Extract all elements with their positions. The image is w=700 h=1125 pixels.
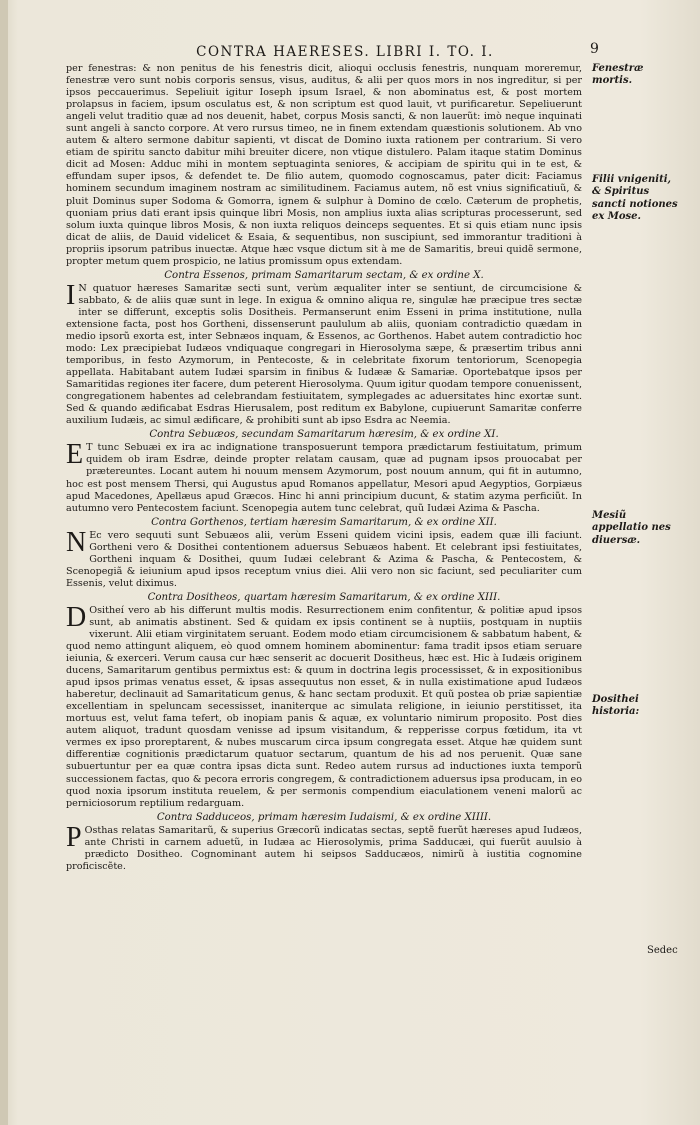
paragraph-text: T tunc Sebuæi ex ira ac indignatione transposuerunt tempora prædictarum festiuitatum, primum quidem ob iram Esdræ, deinde propter relatam causam, quæ ad pugnam ipsos prouocabat per prætereuntes. Locant autem hi nouum mensem Azymorum, post nouum annum, qui fit in autumno, hoc est post mensem Thersi, qui Augustus apud Romanos appellatur, Mesori apud Aegyptios, Gorpiæus apud Macedones, Apellæus apud Græcos. Hinc hi anni principium ducunt, & statim azyma perficiũt. In autumno vero Pentecostem faciunt. Scenopegia autem tunc celebrat, quũ Iudæi Azima & Pascha. xyxy=(66,442,582,514)
paragraph-text: Ositheí vero ab his differunt multis modis. Resurrectionem enim confitentur, & politiæ apud ipsos sunt, ab animatis abstinent. Sed & quidam ex ipsis continent se à nuptiis, postquam in nuptiis vixerunt. Alii etiam virginitatem seruant. Eodem modo etiam circumcisionem & sabbatum habent, & quod nemo attingunt aliquem, eò quod omnem hominem abominentur: fama tradit ipsos etiam seruare ieiunia, & exerceri. Verum causa cur hæc senserit ac docuerit Dositheus, hæc est. Hic à Iudæis originem ducens, Samaritarum gentibus permixtus est: & quum in doctrina legis processisset, & in expositionibus apud ipsos primas venatus esset, & ipsas assequutus non esset, & in nulla existimatione apud Iudæos haberetur, declinauit ad Samaritaticum genus, & hanc sectam produxit. Et quũ postea ob priæ sapientiæ excellentiam in speluncam secessisset, inaniterque ac simulata religione, in ieiunio perstitisset, ita mortuus est, velut fama tefert, ob inopiam panis & aquæ, ex voluntario nimirum proposito. Post dies autem aliquot, tradunt quosdam venisse ad ipsum visitandum, & repperisse corpus fœtidum, ita vt vermes ex ipso proreptarent, & nubes muscarum circa ipsum congregata esset. Atque hæ quidem sunt differentiæ cognitionis prædictarum quatuor sectarum, quantum de his ad nos peruenit. Quæ sane subuertuntur per ea quæ contra ipsas dicta sunt. Redeo autem rursus ad inductiones iuxta temporũ successionem factas, quo & pecora erroris congregem, & contradictionem aduersus ipsa producam, in eo quod noxia ipsorum instituta reuelem, & per sermonis compendium eiaculationem veneni malorũ ac perniciosorum reptilium redarguam. xyxy=(66,604,582,809)
paragraph-samaritans-conclusion: per fenestras: & non penitus de his fenestris dicit, alioqui occlusis fenestris, nunquam moreremur, fenestræ vero sunt nobis corporis sensus, visus, auditus, & alii per quos mors in nos ingreditur, si per ipsos peccauerimus. Sepeliuit igitur Ioseph ipsum Israel, & non abominatus est, & post mortem prolapsus in faciem, ipsum osculatus est, & non scriptum est quod lauit, vt purificaretur. Sepeliuerunt angeli velut traditio quæ ad nos deuenit, habet, corpus Mosis sancti, & non lauerũt: imò neque inquinati sunt angeli à sancto corpore. At vero rursus timeo, ne in finem extendam quæstionis solutionem. Ab vno autem & altero sermone dabitur sapienti, vt discat de Domino iuxta rationem per contrarium. Si vero etiam de spiritu sancto dabitur mihi breuiter dicere, non vtique distulero. Palam itaque statim Dominus dicit ad Mosen: Adduc mihi in montem septuaginta seniores, & accipiam de spiritu qui in te est, & effundam super ipsos, & defendet te. De filio autem, quomodo cognoscamus, pater dicit: Faciamus hominem secundum imaginem nostram ac similitudinem. Faciamus autem, nõ est vnius significatiuũ, & pluit Dominus super Sodoma & Gomorra, ignem & sulphur à Domino de cœlo. Cæterum de prophetis, quoniam prius dati erant ipsis quinque libri Mosis, non amplius iuxta alias scripturas processerunt, sed solum iuxta quinque libros Mosis, & non iuxta reliquos deinceps sequentes. Et si quis etiam nunc ipsis dicat de aliis, de Dauid videlicet & Esaia, & sequentibus, non suscipiunt, sed immorantur traditioni à propriis ipsorum patribus inuectæ. Atque hæc vsque dictum sit à me de Samaritis, breui quidẽ sermone, propter metum quem prospicio, ne latius promissum opus extendam. xyxy=(66,63,582,267)
marginal-note-mensium: Mesiũ appellatio nes diuersæ. xyxy=(592,510,671,546)
section-heading-sebuaei: Contra Sebuæos, secundam Samaritarum hæresim, & ex ordine XI. xyxy=(149,429,499,441)
marginal-note-filii: Filii vnigeniti, & Spiritus sancti notiones ex Mose. xyxy=(592,174,678,222)
main-text-column xyxy=(66,63,582,873)
paragraph-gortheni xyxy=(66,526,582,590)
drop-cap: N xyxy=(66,526,87,558)
paragraph-text: Ec vero sequuti sunt Sebuæos alii, verùm Esseni quidem vicini ipsis, eadem quæ illi faciunt. Gortheni vero & Dosithei contentionem aduersus Sebuæos habent. Et celebrant ipsi festiuitates, Gortheni inquam & Dosithei, quum Iudæi celebrant & Azima & Pascha, & Pentecostem, & Scenopegiã & ieiunium apud ipsos receptum vnius diei. Alii vero non sic faciunt, sed peculiariter cum Essenis, velut diximus. xyxy=(66,529,582,589)
drop-cap: I xyxy=(66,279,76,311)
drop-cap: P xyxy=(66,821,82,853)
paragraph-dosithei xyxy=(66,601,582,810)
paragraph-text: Osthas relatas Samaritarũ, & superius Græcorũ indicatas sectas, septẽ fuerũt hæreses apud Iudæos, ante Christi in carnem aduetũ, in Iudæa ac Hierosolymis, prima Sadducæi, qui fuerũt auulsio à prædicto Dositheo. Cognominant autem hi seipsos Sadducæos, nimirũ à iustitia cognomine proficiscẽte. xyxy=(66,824,582,872)
running-header: CONTRA HAERESES. LIBRI I. TO. I. xyxy=(196,44,494,60)
marginal-note-fenestrae: Fenestræ mortis. xyxy=(592,63,644,87)
section-heading-gortheni: Contra Gorthenos, tertiam hæresim Samaritarum, & ex ordine XII. xyxy=(151,516,497,528)
catchword: Sedec xyxy=(647,945,678,956)
marginal-note-dosithei: Dosithei historia: xyxy=(592,694,640,718)
drop-cap: D xyxy=(66,601,87,633)
section-heading-sadducees: Contra Sadduceos, primam hæresim Iudaismi, & ex ordine XIIII. xyxy=(156,811,492,823)
section-heading-dosithei: Contra Dositheos, quartam hæresim Samaritarum, & ex ordine XIII. xyxy=(147,591,501,603)
paragraph-essenes xyxy=(66,279,582,428)
paragraph-sebuaei xyxy=(66,439,582,514)
section-heading-essenes: Contra Essenos, primam Samaritarum sectam, & ex ordine X. xyxy=(164,269,484,281)
drop-cap: E xyxy=(66,439,84,471)
page-number: 9 xyxy=(590,41,599,57)
paragraph-text: N quatuor hæreses Samaritæ secti sunt, verùm æqualiter inter se sentiunt, de circumcisione & sabbato, & de aliis quæ sunt in lege. In exigua & omnino aliqua re, singulæ hæ præcipue tres sectæ inter se differunt, exceptis solis Dositheis. Permanserunt enim Esseni in prima institutione, nulla extensione facta, post hos Gortheni, dissenserunt paululum ab aliis, quoniam contradictio quædam in medio ipsorũ exorta est, inter Sebnæos inquam, & Essenos, ac Gorthenos. Habet autem contradictio hoc modo: Lex præcipiebat Iudæos vndiquaque congregari in Hierosolyma sæpe, & præsertim tribus anni temporibus, in festo Azymorum, in Pentecoste, & in celebritate fixorum tentoriorum, Scenopegia appellata. Habitabant autem Iudæi sparsim in finibus & Iudææ & Samariæ. Oportebatque ipsos per Samaritidas regiones iter facere, dum peterent Hierosolyma. Quum igitur quodam tempore conuenissent, congregationem habentes ad celebrandam festiuitatem, symplegades ac aduersitates hinc exortæ sunt. Sed & quando ædificabat Esdras Hierusalem, post reditum ex Babylone, cupiuerunt Samaritæ conferre auxilium Iudæis, ac simul ædificare, & prohibiti sunt ab ipso Esdra ac Neemia. xyxy=(66,282,582,427)
paragraph-sadducees xyxy=(66,821,582,873)
page-gutter xyxy=(0,0,8,1125)
